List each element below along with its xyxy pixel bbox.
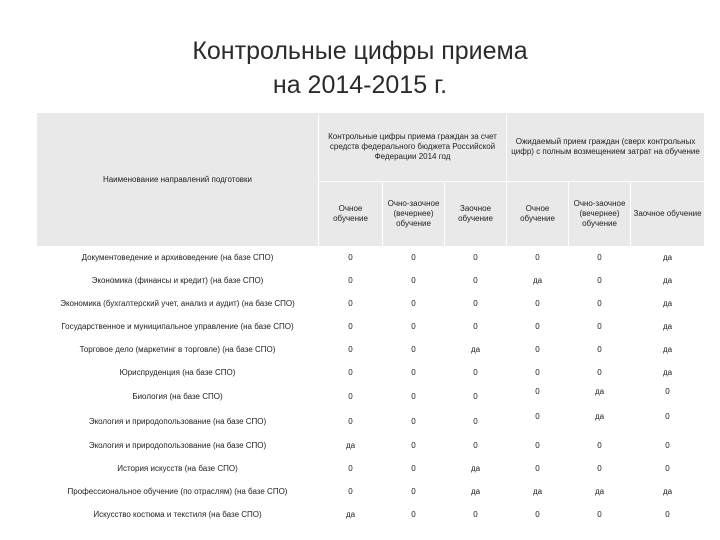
- table-cell: 0: [319, 293, 383, 316]
- table-cell: 0: [507, 339, 569, 362]
- table-cell: 0: [319, 316, 383, 339]
- program-name: Экономика (финансы и кредит) (на базе СПО): [37, 270, 319, 293]
- program-name: Профессиональное обучение (по отраслям) (на базе СПО): [37, 481, 319, 504]
- table-cell: 0: [445, 293, 507, 316]
- table-cell: да: [319, 435, 383, 458]
- table-cell: 0: [445, 316, 507, 339]
- table-cell: 0: [319, 362, 383, 385]
- table-cell: да: [569, 410, 631, 435]
- table-cell: 0: [569, 293, 631, 316]
- table-cell: да: [445, 339, 507, 362]
- table-cell: 0: [319, 385, 383, 410]
- table-cell: 0: [507, 385, 569, 410]
- table-cell: да: [319, 504, 383, 527]
- page-title: [0, 34, 720, 102]
- table-row: [37, 362, 705, 385]
- program-name: История искусств (на базе СПО): [37, 458, 319, 481]
- table-cell: 0: [631, 410, 705, 435]
- table-cell: 0: [445, 435, 507, 458]
- table-cell: 0: [445, 247, 507, 270]
- table-cell: 0: [319, 339, 383, 362]
- program-name: Торговое дело (маркетинг в торговле) (на базе СПО): [37, 339, 319, 362]
- table-cell: 0: [507, 410, 569, 435]
- table-cell: 0: [631, 504, 705, 527]
- table-row: [37, 481, 705, 504]
- table-cell: 0: [507, 435, 569, 458]
- table-cell: 0: [631, 458, 705, 481]
- paid-group-header: Ожидаемый прием граждан (сверх контрольных цифр) с полным возмещением затрат на обучение: [507, 113, 705, 182]
- table-cell: 0: [383, 316, 445, 339]
- table-row: [37, 410, 705, 435]
- table-cell: 0: [383, 410, 445, 435]
- program-name: Документоведение и архивоведение (на базе СПО): [37, 247, 319, 270]
- table-cell: 0: [569, 339, 631, 362]
- table-cell: 0: [507, 362, 569, 385]
- table-cell: 0: [569, 316, 631, 339]
- table-cell: 0: [445, 385, 507, 410]
- title-line-1: Контрольные цифры приема: [192, 37, 528, 65]
- program-name: Экология и природопользование (на базе СПО): [37, 435, 319, 458]
- table-cell: да: [569, 385, 631, 410]
- table-cell: 0: [569, 270, 631, 293]
- table-cell: 0: [569, 247, 631, 270]
- table-cell: 0: [319, 247, 383, 270]
- table-cell: да: [507, 270, 569, 293]
- table-cell: да: [631, 270, 705, 293]
- table-cell: 0: [507, 504, 569, 527]
- table-cell: 0: [319, 481, 383, 504]
- table-cell: да: [445, 481, 507, 504]
- program-name: Государственное и муниципальное управление (на базе СПО): [37, 316, 319, 339]
- table-cell: 0: [383, 504, 445, 527]
- table-cell: 0: [445, 504, 507, 527]
- table-cell: 0: [383, 339, 445, 362]
- title-line-2: на 2014-2015 г.: [272, 71, 448, 99]
- table-cell: 0: [445, 410, 507, 435]
- sub-header: Очно-заочное (вечернее) обучение: [383, 182, 445, 247]
- table-cell: 0: [383, 270, 445, 293]
- budget-group-header: Контрольные цифры приема граждан за счет средств федерального бюджета Российской Федерации 2014 год: [319, 113, 507, 182]
- table-cell: 0: [319, 458, 383, 481]
- table-cell: 0: [507, 458, 569, 481]
- table-cell: да: [445, 458, 507, 481]
- program-name: Биология (на базе СПО): [37, 385, 319, 410]
- table-cell: да: [631, 316, 705, 339]
- table-cell: 0: [319, 270, 383, 293]
- table-cell: 0: [383, 458, 445, 481]
- sub-header: Очное обучение: [319, 182, 383, 247]
- table-row: [37, 458, 705, 481]
- table-cell: 0: [569, 362, 631, 385]
- table-row: [37, 316, 705, 339]
- sub-header: Очно-заочное (вечернее) обучение: [569, 182, 631, 247]
- table-cell: 0: [507, 247, 569, 270]
- program-name: Юриспруденция (на базе СПО): [37, 362, 319, 385]
- table-cell: 0: [383, 481, 445, 504]
- table-cell: 0: [383, 385, 445, 410]
- table-cell: да: [631, 362, 705, 385]
- table-cell: да: [631, 481, 705, 504]
- table-cell: да: [631, 247, 705, 270]
- table-row: [37, 339, 705, 362]
- table-cell: 0: [507, 293, 569, 316]
- table-cell: да: [507, 481, 569, 504]
- name-column-header: Наименование направлений подготовки: [37, 113, 319, 247]
- table-cell: да: [631, 339, 705, 362]
- table-cell: 0: [383, 247, 445, 270]
- table-cell: 0: [507, 316, 569, 339]
- table-cell: 0: [631, 385, 705, 410]
- table-cell: 0: [383, 293, 445, 316]
- sub-header: Очное обучение: [507, 182, 569, 247]
- table-row: [37, 435, 705, 458]
- table-row: [37, 247, 705, 270]
- table-cell: 0: [631, 435, 705, 458]
- table-cell: 0: [569, 458, 631, 481]
- table-cell: 0: [319, 410, 383, 435]
- table-row: [37, 270, 705, 293]
- table-cell: 0: [445, 270, 507, 293]
- table-header: [37, 113, 705, 247]
- table-body: [37, 247, 705, 527]
- table-row: [37, 293, 705, 316]
- table-cell: да: [631, 293, 705, 316]
- sub-header: Заочное обучение: [445, 182, 507, 247]
- program-name: Искусство костюма и текстиля (на базе СПО): [37, 504, 319, 527]
- table-cell: 0: [569, 504, 631, 527]
- table-cell: 0: [383, 435, 445, 458]
- admission-table: [36, 112, 705, 527]
- program-name: Экология и природопользование (на базе СПО): [37, 410, 319, 435]
- table-cell: 0: [569, 435, 631, 458]
- table-row: [37, 504, 705, 527]
- program-name: Экономика (бухгалтерский учет, анализ и аудит) (на базе СПО): [37, 293, 319, 316]
- table-cell: 0: [445, 362, 507, 385]
- table-row: [37, 385, 705, 410]
- sub-header: Заочное обучение: [631, 182, 705, 247]
- table-cell: 0: [383, 362, 445, 385]
- table-cell: да: [569, 481, 631, 504]
